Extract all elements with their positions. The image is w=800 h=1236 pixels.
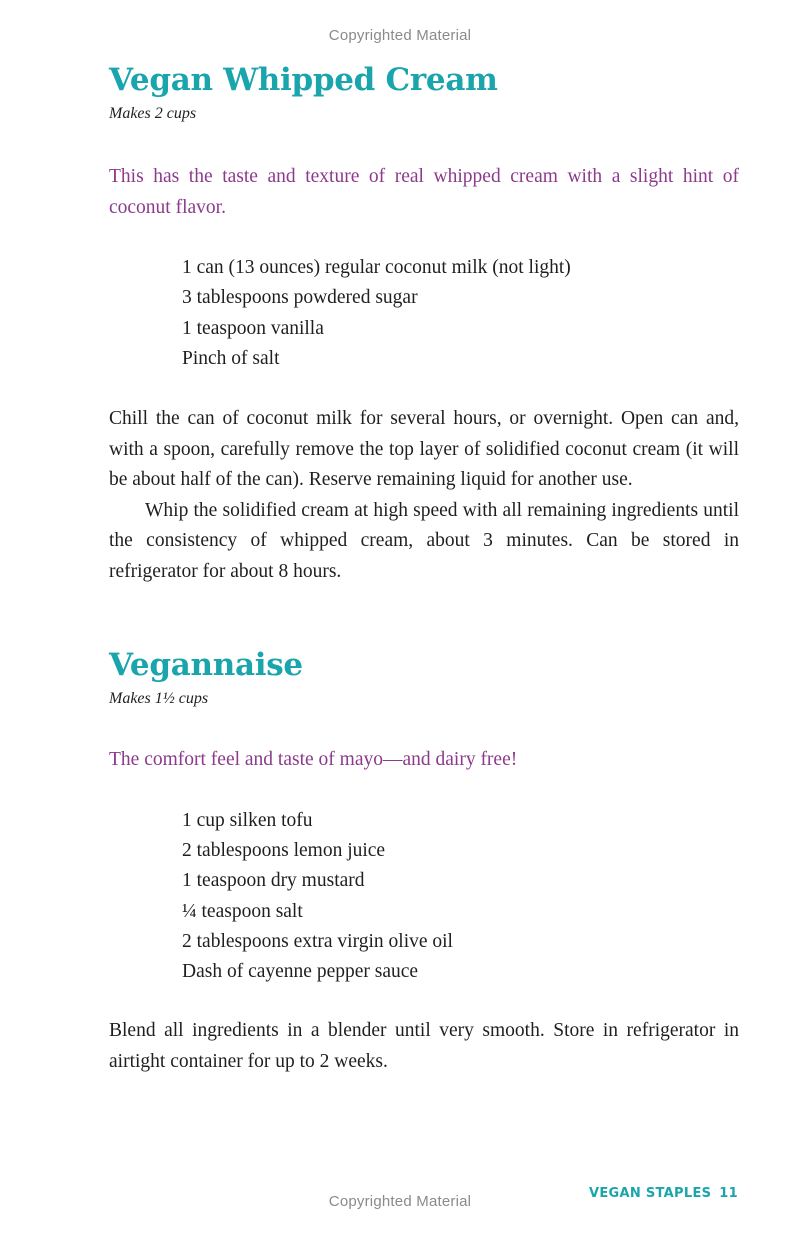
section-name: VEGAN STAPLES (588, 1186, 712, 1201)
recipe-vegannaise (109, 643, 739, 1077)
method-paragraph: Whip the solidified cream at high speed with all remaining ingredients until the consistency of whipped cream, about 3 minutes. Can be stored in refrigerator for about 8 hours. (109, 499, 739, 582)
page-number: 11 (719, 1186, 738, 1201)
ingredient-item: Pinch of salt (182, 347, 280, 369)
page-content (109, 58, 739, 1077)
ingredient-item: 3 tablespoons powdered sugar (182, 287, 418, 309)
ingredient-item: ¼ teaspoon salt (182, 900, 303, 922)
recipe-method (109, 404, 739, 587)
ingredient-item: 1 cup silken tofu (182, 809, 313, 831)
ingredient-item: 2 tablespoons extra virgin olive oil (182, 930, 453, 952)
recipe-yield: Makes 1½ cups (109, 690, 209, 708)
recipe-intro: This has the taste and texture of real whipped cream with a slight hint of coconut flavor. (109, 166, 739, 218)
ingredient-item: 1 teaspoon vanilla (182, 317, 324, 339)
ingredient-list (109, 253, 739, 374)
ingredient-item: 1 can (13 ounces) regular coconut milk (not light) (182, 257, 571, 278)
ingredient-item: Dash of cayenne pepper sauce (182, 961, 419, 983)
recipe-method (109, 1016, 739, 1077)
recipe-title: Vegan Whipped Cream (109, 62, 498, 98)
method-paragraph: Chill the can of coconut milk for several hours, or overnight. Open can and, with a spoon, carefully remove the top layer of solidified coconut cream (it will be about half of the can). Reserve remaining liquid for another use. (109, 408, 739, 491)
ingredient-list (109, 806, 739, 988)
copyright-watermark-top: Copyrighted Material (328, 27, 472, 44)
ingredient-item: 1 teaspoon dry mustard (182, 870, 365, 892)
method-paragraph: Blend all ingredients in a blender until very smooth. Store in refrigerator in airtight container for up to 2 weeks. (109, 1020, 739, 1072)
recipe-intro: The comfort feel and taste of mayo—and dairy free! (109, 749, 518, 771)
recipe-vegan-whipped-cream (109, 58, 739, 587)
recipe-title: Vegannaise (109, 647, 303, 684)
recipe-yield: Makes 2 cups (109, 105, 197, 122)
ingredient-item: 2 tablespoons lemon juice (182, 839, 386, 861)
copyright-watermark-bottom: Copyrighted Material (328, 1193, 472, 1210)
